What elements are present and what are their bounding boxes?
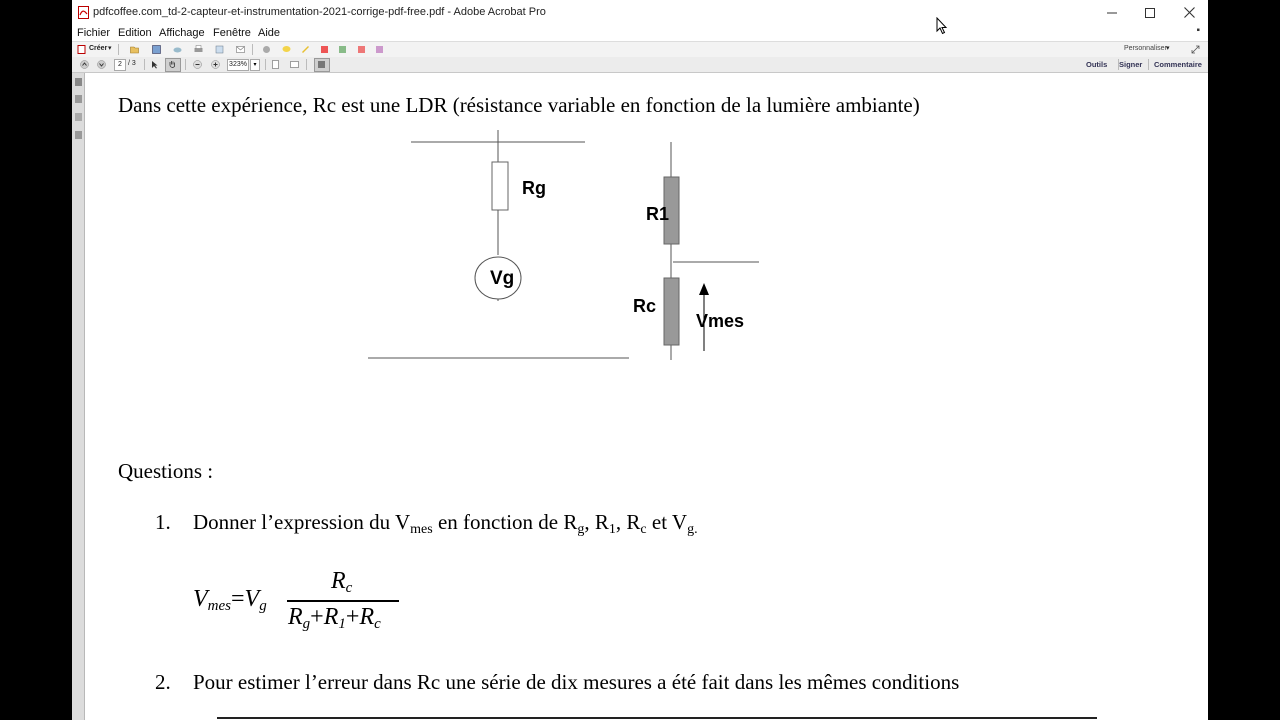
fraction-bar (287, 600, 399, 602)
main-toolbar (72, 41, 1208, 58)
menu-aide[interactable]: Aide (258, 27, 281, 39)
rg-label: Rg (522, 178, 546, 198)
create-button[interactable]: Créer (89, 45, 108, 52)
rg-resistor (492, 162, 508, 210)
stamp-icon[interactable] (320, 45, 329, 54)
minimize-button[interactable] (1092, 0, 1132, 25)
previous-page-icon[interactable] (80, 60, 89, 69)
mouse-cursor-icon (936, 17, 948, 35)
navigation-panel (72, 73, 85, 720)
menu-fenetre[interactable]: Fenêtre (213, 27, 251, 39)
formula-lhs: $V_{mes}=V_g$ (193, 586, 267, 614)
tools-link[interactable]: Outils (1086, 60, 1108, 69)
read-mode-button[interactable] (314, 58, 330, 72)
open-folder-icon[interactable] (130, 45, 139, 54)
rc-label: Rc (633, 296, 657, 316)
vmes-label: Vmes (696, 311, 745, 331)
formula-denominator: $R_g+R_1+R_c$ (288, 604, 381, 632)
customize-button[interactable]: Personnaliser (1124, 45, 1167, 52)
settings-icon[interactable] (262, 45, 271, 54)
window-title: pdfcoffee.com_td-2-capteur-et-instrumentation-2021-corrige-pdf-free.pdf - Adobe Acrobat Pro (93, 6, 546, 18)
acrobat-window (72, 0, 1208, 720)
title-bar (72, 0, 1208, 25)
vg-label: Vg (490, 268, 515, 289)
zoom-dropdown-icon[interactable]: ▾ (250, 59, 260, 71)
question-1-text: Donner l’expression du $V_{mes}$ en fonction de $R_g$, $R_1$, $R_c$ et $V_{g.}$ (193, 510, 698, 537)
next-page-icon[interactable] (97, 60, 106, 69)
cloud-icon[interactable] (173, 45, 182, 54)
menu-affichage[interactable]: Affichage (159, 27, 205, 39)
hand-icon (168, 60, 177, 69)
sign-link[interactable]: Signer (1119, 60, 1143, 69)
close-icon (1184, 7, 1195, 18)
print-icon[interactable] (194, 45, 203, 54)
menu-fichier[interactable]: Fichier (77, 27, 111, 39)
question-2-number: 2. (155, 670, 171, 694)
page-thumbnails-icon[interactable] (75, 78, 82, 86)
maximize-button[interactable] (1130, 0, 1170, 25)
select-cursor-icon[interactable] (150, 60, 159, 69)
close-button[interactable] (1169, 0, 1208, 25)
zoom-input[interactable]: 323% (227, 59, 249, 71)
fit-width-icon[interactable] (290, 60, 299, 69)
attachments-icon[interactable] (75, 113, 82, 121)
menu-bar (72, 25, 1208, 41)
page-total: / 3 (128, 60, 136, 67)
minimize-icon (1107, 8, 1117, 18)
expand-icon[interactable] (1191, 45, 1200, 54)
questions-heading: Questions : (118, 459, 214, 483)
hand-tool-button[interactable] (165, 58, 181, 72)
rc-resistor (664, 278, 679, 345)
attach-icon[interactable] (338, 45, 347, 54)
signatures-icon[interactable] (75, 131, 82, 139)
question-2-text: Pour estimer l’erreur dans Rc une série de dix mesures a été fait dans les mêmes conditions (193, 670, 960, 694)
circuit-diagram (85, 73, 1208, 720)
highlight-icon[interactable] (301, 45, 310, 54)
export-icon[interactable] (375, 45, 384, 54)
r1-label: R1 (646, 204, 670, 224)
comment-link[interactable]: Commentaire (1154, 60, 1202, 69)
edit-icon[interactable] (215, 45, 224, 54)
zoom-out-icon[interactable] (193, 60, 202, 69)
create-pdf-icon (77, 45, 86, 54)
close-document-icon[interactable]: ▪ (1196, 25, 1200, 36)
menu-edition[interactable]: Edition (118, 27, 152, 39)
customize-dropdown-icon[interactable]: ▾ (1166, 45, 1170, 52)
formula-numerator: $R_c$ (331, 568, 353, 596)
table-top-border (217, 717, 1097, 719)
question-1-number: 1. (155, 510, 171, 534)
create-dropdown-icon[interactable]: ▾ (108, 45, 112, 52)
zoom-in-icon[interactable] (211, 60, 220, 69)
pdf-file-icon (78, 6, 89, 19)
email-icon[interactable] (236, 45, 245, 54)
save-icon[interactable] (152, 45, 161, 54)
fit-page-icon[interactable] (271, 60, 280, 69)
bookmarks-icon[interactable] (75, 95, 82, 103)
page-number-input[interactable]: 2 (114, 59, 126, 71)
comment-icon[interactable] (282, 45, 291, 54)
read-mode-icon (317, 60, 326, 69)
navigation-toolbar (72, 57, 1208, 73)
intro-text: Dans cette expérience, Rc est une LDR (résistance variable en fonction de la lumière ambiante) (118, 93, 920, 117)
document-page (85, 73, 1208, 720)
maximize-icon (1145, 8, 1155, 18)
vmes-arrow-head (699, 283, 709, 295)
sign-doc-icon[interactable] (357, 45, 366, 54)
